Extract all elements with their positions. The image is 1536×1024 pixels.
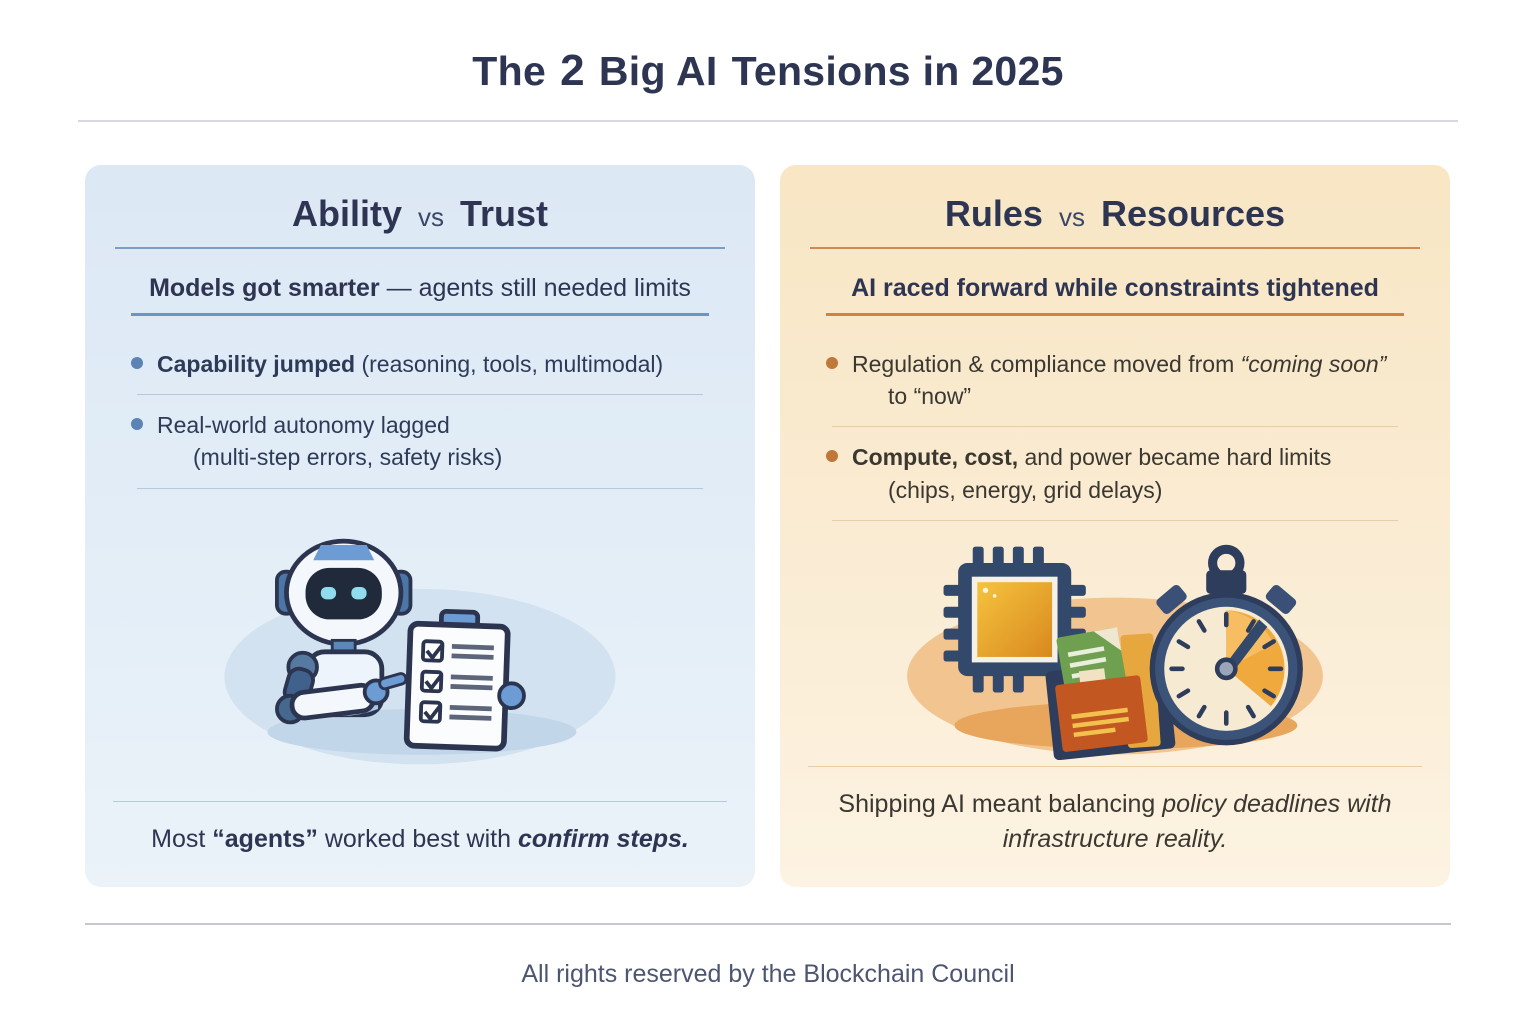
footer-divider xyxy=(85,923,1451,925)
right-heading-rule xyxy=(810,247,1420,249)
right-heading-word-b: Resources xyxy=(1100,193,1286,234)
title-word-tensions: Tensions in 2025 xyxy=(731,48,1064,94)
left-bullet1-bold: Capability jumped xyxy=(157,351,356,377)
right-caption-pre: Shipping AI meant balancing xyxy=(838,790,1163,818)
right-bullet2-rest: and power became hard limits xyxy=(1018,444,1332,471)
right-caption xyxy=(836,787,1394,857)
bullet-dot-icon xyxy=(826,357,838,369)
left-caption-mid: worked best with xyxy=(317,825,518,853)
right-bullet-list xyxy=(820,340,1410,527)
right-bullet-compute xyxy=(820,433,1410,513)
title-divider xyxy=(78,120,1458,122)
left-caption-em: confirm steps. xyxy=(517,825,689,853)
ability-vs-trust-panel xyxy=(85,165,755,887)
left-bullet-capability xyxy=(125,340,715,388)
right-bullet-separator xyxy=(832,520,1398,521)
title-number: 2 xyxy=(560,46,585,95)
left-heading-rule xyxy=(115,247,725,249)
left-subtitle-rest: — agents still needed limits xyxy=(379,274,691,302)
left-caption xyxy=(141,822,699,857)
tension-panels xyxy=(85,165,1450,887)
right-bullet-regulation xyxy=(820,340,1410,420)
left-bullet2-line2: (multi-step errors, safety risks) xyxy=(193,444,503,471)
left-bullet-separator xyxy=(137,394,703,395)
title-word-big-ai: Big AI xyxy=(598,48,718,94)
right-subtitle-underline xyxy=(826,313,1404,316)
robot-checklist-illustration xyxy=(85,495,755,801)
copyright-text: All rights reserved by the Blockchain Council xyxy=(521,960,1015,988)
right-subtitle-text: AI raced forward while constraints tightened xyxy=(851,274,1379,302)
bullet-dot-icon xyxy=(131,357,143,369)
checklist-icon xyxy=(406,610,508,749)
chip-docs-stopwatch-illustration xyxy=(780,527,1450,766)
page-title xyxy=(0,46,1536,96)
right-bullet2-line2: (chips, energy, grid delays) xyxy=(888,476,1163,503)
header xyxy=(0,0,1536,122)
left-caption-divider xyxy=(113,801,727,802)
right-heading-word-a: Rules xyxy=(944,193,1043,234)
left-subtitle-underline xyxy=(131,313,709,316)
chip-docs-stopwatch-icon xyxy=(895,532,1335,760)
stopwatch-icon xyxy=(1150,550,1303,746)
bullet-dot-icon xyxy=(826,450,838,462)
right-bullet1-line2: to “now” xyxy=(888,383,972,410)
left-bullet-separator xyxy=(137,488,703,489)
left-subtitle-bold: Models got smarter xyxy=(149,274,380,302)
left-heading-vs: vs xyxy=(418,202,444,232)
bullet-dot-icon xyxy=(131,418,143,430)
right-heading-vs: vs xyxy=(1058,202,1085,232)
left-bullet-autonomy xyxy=(125,401,715,481)
right-subtitle xyxy=(798,274,1432,303)
left-caption-quote: “agents” xyxy=(212,825,318,853)
title-word-the: The xyxy=(472,48,547,94)
left-panel-heading xyxy=(85,193,755,235)
left-heading-word-b: Trust xyxy=(460,193,549,234)
left-bullet1-rest: (reasoning, tools, multimodal) xyxy=(355,351,664,377)
footer xyxy=(0,923,1536,989)
rules-vs-resources-panel xyxy=(780,165,1450,887)
left-caption-pre: Most xyxy=(151,825,213,853)
right-panel-heading xyxy=(780,193,1450,235)
right-bullet1-pre: Regulation & compliance moved from xyxy=(852,351,1241,377)
right-bullet1-italic: “coming soon” xyxy=(1240,351,1387,377)
right-caption-divider xyxy=(808,766,1422,767)
robot-checklist-icon xyxy=(210,524,630,772)
left-subtitle xyxy=(103,274,737,303)
left-bullet-list xyxy=(125,340,715,495)
left-bullet2-line1: Real-world autonomy lagged xyxy=(157,412,450,439)
right-caption-em: policy deadlines with infrastructure reality. xyxy=(1002,790,1392,853)
right-bullet2-bold: Compute, cost, xyxy=(852,444,1019,471)
right-bullet-separator xyxy=(832,426,1398,427)
left-heading-word-a: Ability xyxy=(291,193,402,234)
